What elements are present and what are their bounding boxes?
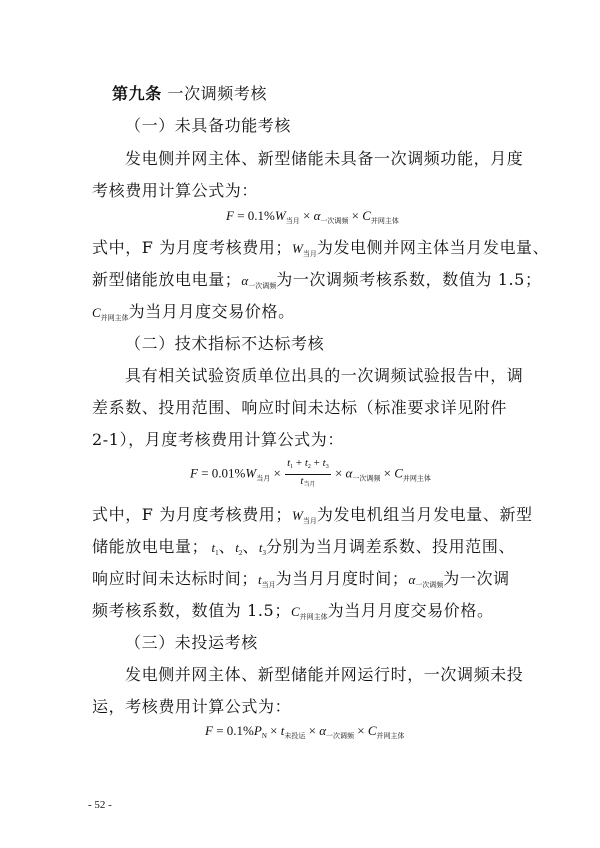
section-1-intro-line-2: 考核费用计算公式为： bbox=[92, 181, 259, 200]
section-1-explain-line-2: 新型储能放电电量；$\alpha_{一次调频}$为一次调频考核系数，数值为 1.5； bbox=[92, 270, 542, 290]
section-3-heading: （三）未投运考核 bbox=[125, 633, 258, 652]
section-1-explain-line-1: 式中，F 为月度考核费用；$W_{当月}$为发电侧并网主体当月发电量、 bbox=[92, 238, 550, 258]
section-2-explain-line-1: 式中，F 为月度考核费用；$W_{当月}$为发电机组当月发电量、新型 bbox=[92, 505, 533, 525]
formula-2: $F = 0.01\%W_{当月}$ × $\frac{t_1 + t_2 + t_3}{t_{当月}}$ × $\alpha_{一次调频} \times C_{并网主体}$ bbox=[190, 457, 431, 492]
section-2-intro-line-1: 具有相关试验资质单位出具的一次调频试验报告中，调 bbox=[125, 366, 524, 385]
section-1-explain-line-3: $C_{并网主体}$为当月月度交易价格。 bbox=[92, 302, 295, 322]
page-number: - 52 - bbox=[88, 799, 112, 811]
article-title: 一次调频考核 bbox=[167, 84, 268, 103]
section-1-intro-line-1: 发电侧并网主体、新型储能未具备一次调频功能，月度 bbox=[125, 149, 524, 168]
section-2-heading: （二）技术指标不达标考核 bbox=[125, 334, 325, 353]
section-2-explain-line-2: 储能放电电量； $t_1$、$t_2$、$t_3$分别为当月调差系数、投用范围、 bbox=[92, 537, 516, 557]
article-number: 第九条 bbox=[112, 84, 162, 103]
article-heading bbox=[112, 84, 267, 104]
section-2-intro-line-3: 2-1），月度考核费用计算公式为： bbox=[92, 430, 344, 449]
section-2-explain-line-4: 频考核系数，数值为 1.5；$C_{并网主体}$为当月月度交易价格。 bbox=[92, 601, 494, 621]
formula-1: $F = 0.1\%W_{当月} \times \alpha_{一次调频} \times C_{并网主体}$ bbox=[226, 208, 399, 225]
section-2-intro-line-2: 差系数、投用范围、响应时间未达标（标准要求详见附件 bbox=[92, 398, 508, 417]
section-3-intro-line-2: 运，考核费用计算公式为： bbox=[92, 697, 292, 716]
section-1-heading: （一）未具备功能考核 bbox=[125, 116, 292, 135]
formula-3: $F = 0.1\%P_N \times t_{未投运} \times \alpha_{一次调频} \times C_{并网主体}$ bbox=[205, 723, 405, 740]
time-fraction: $\frac{t_1 + t_2 + t_3}{t_{当月}}$ bbox=[287, 457, 329, 488]
section-2-explain-line-3: 响应时间未达标时间；$t_{当月}$为当月月度时间；$\alpha_{一次调频}$为一次调 bbox=[92, 569, 510, 589]
section-3-intro-line-1: 发电侧并网主体、新型储能并网运行时，一次调频未投 bbox=[125, 665, 524, 684]
